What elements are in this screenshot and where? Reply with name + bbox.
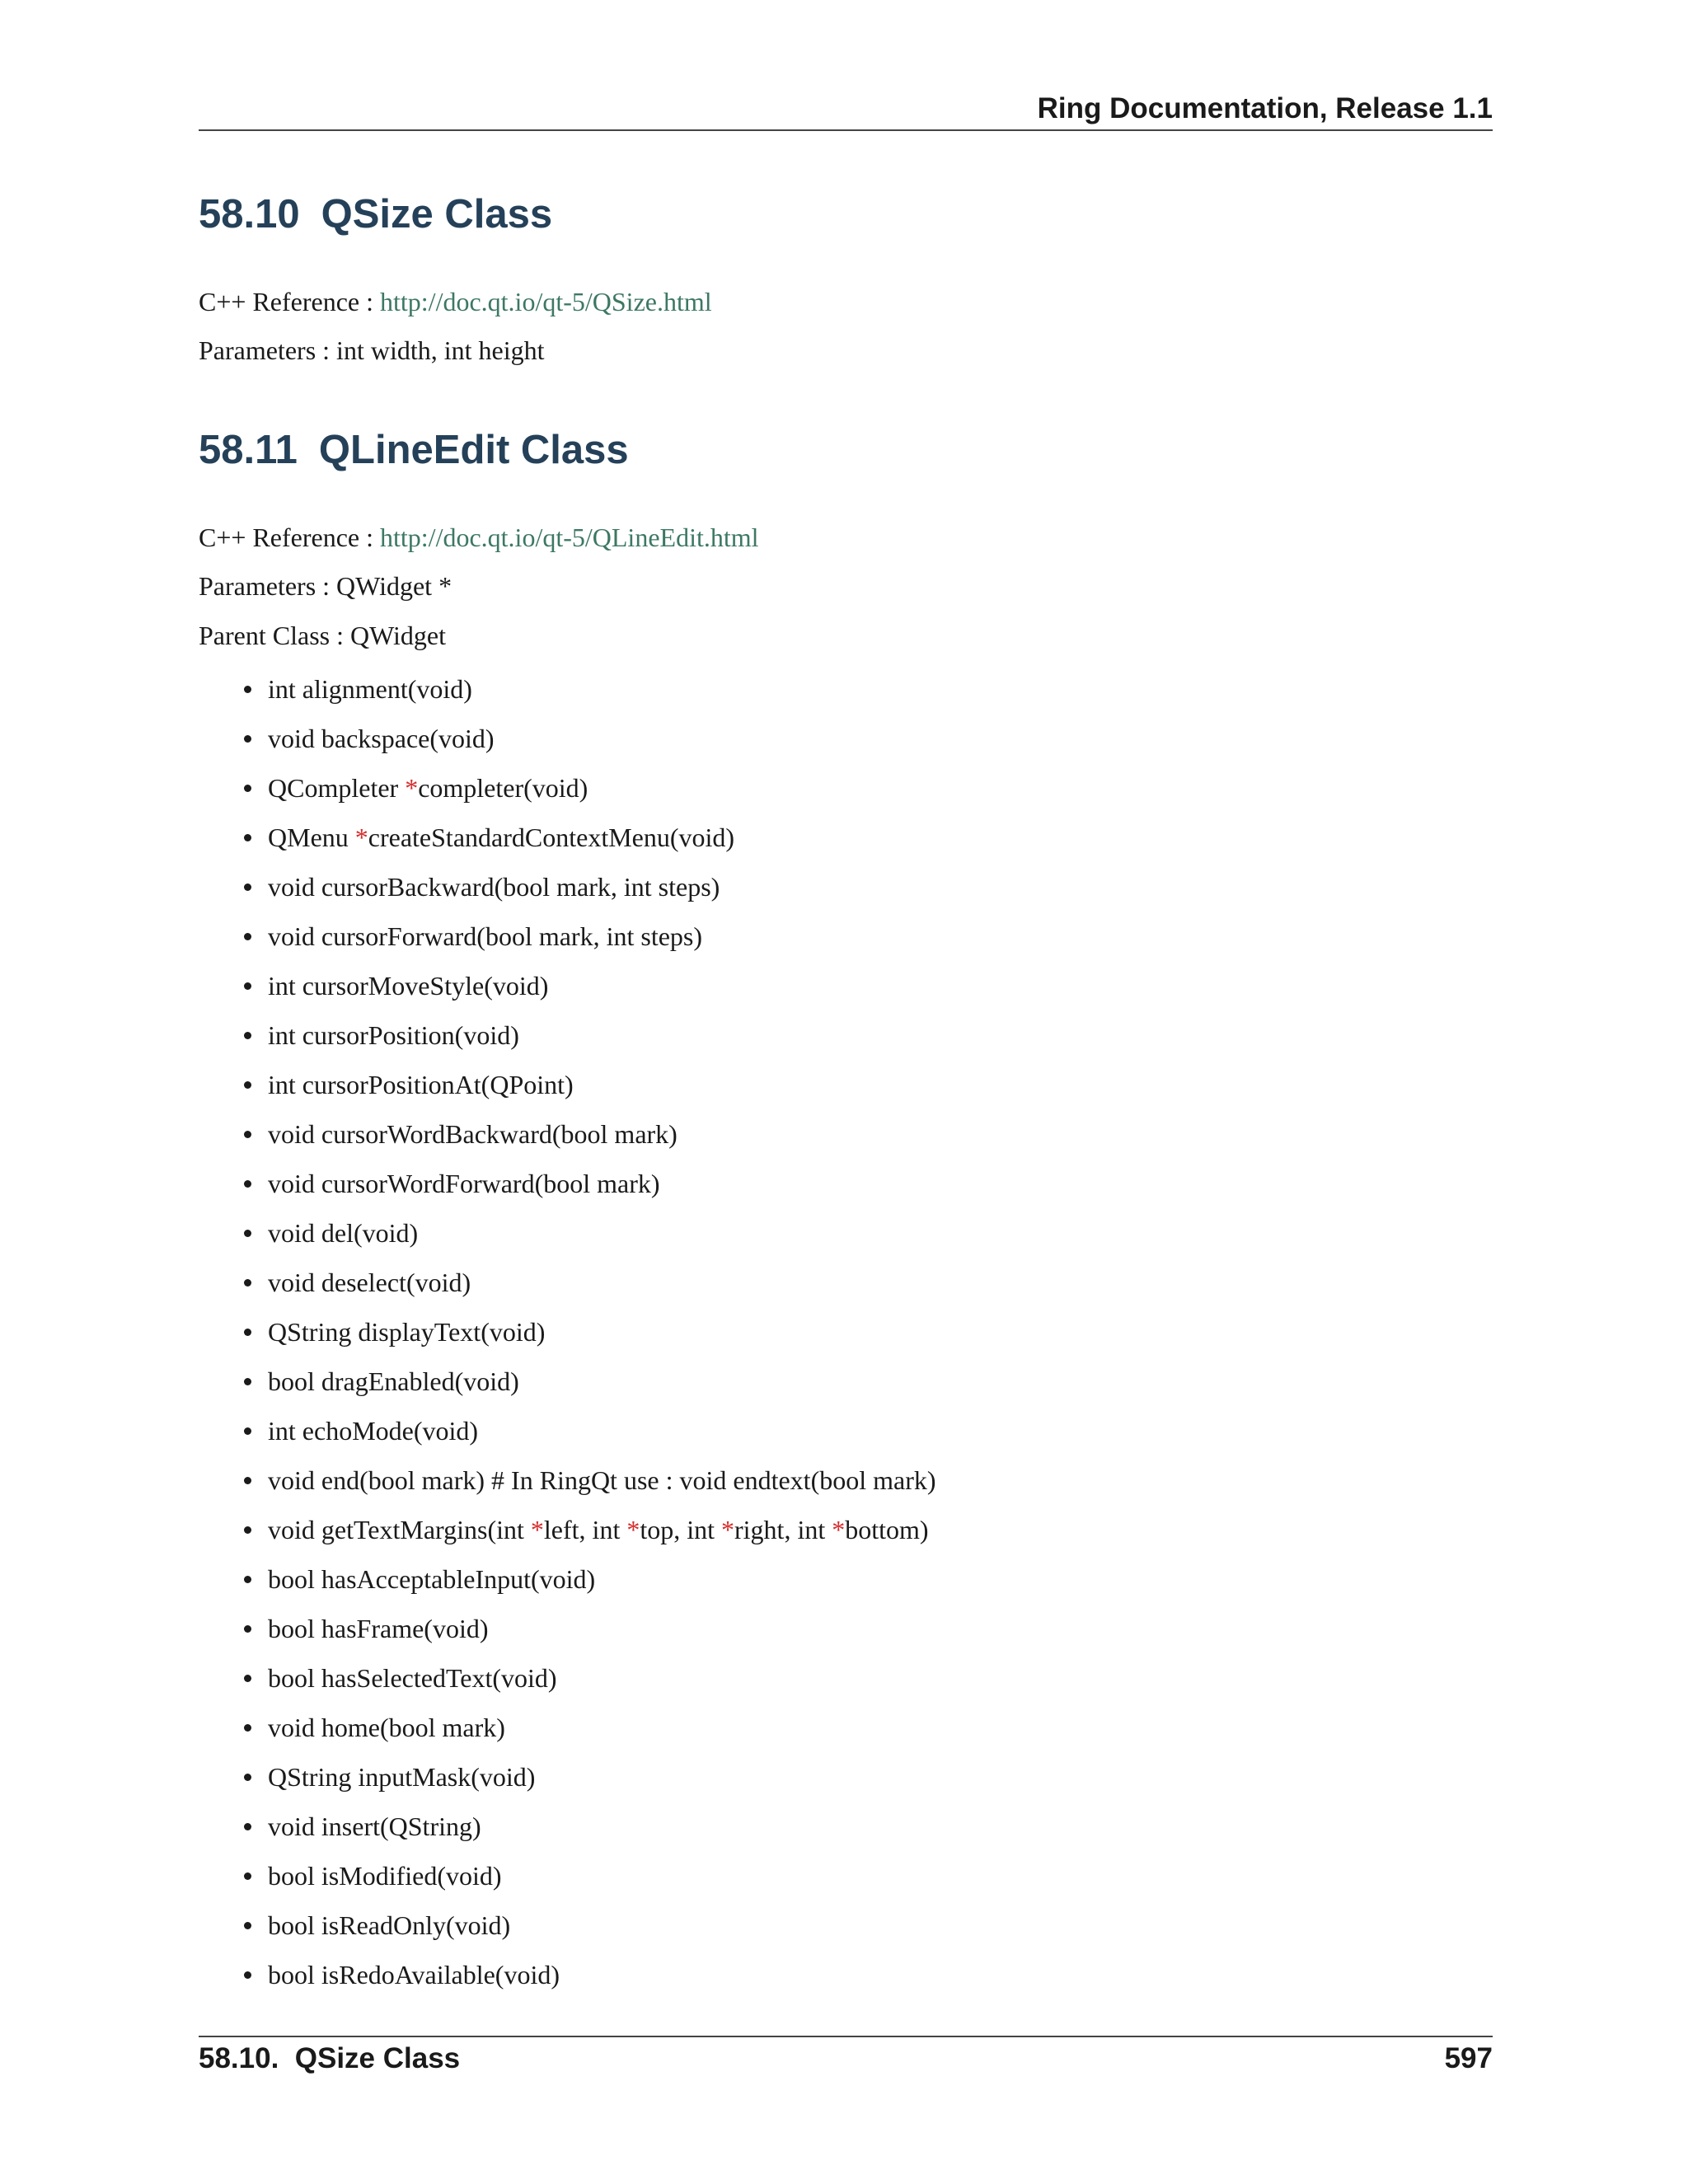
list-item: bool hasSelectedText(void) <box>199 1661 936 1711</box>
list-item: QMenu *createStandardContextMenu(void) <box>199 821 936 870</box>
section-title-text: QSize Class <box>321 192 553 237</box>
pointer-star: * <box>832 1515 846 1544</box>
list-item: int cursorPosition(void) <box>199 1019 936 1068</box>
list-item: void cursorWordBackward(bool mark) <box>199 1118 936 1167</box>
list-item: bool isReadOnly(void) <box>199 1909 936 1958</box>
section-heading-qlineedit <box>199 427 629 473</box>
list-item: bool hasAcceptableInput(void) <box>199 1563 936 1612</box>
pointer-star: * <box>354 823 368 852</box>
list-item: bool dragEnabled(void) <box>199 1365 936 1414</box>
reference-link-qsize[interactable]: http://doc.qt.io/qt-5/QSize.html <box>380 287 712 316</box>
reference-link-qlineedit[interactable]: http://doc.qt.io/qt-5/QLineEdit.html <box>380 523 759 552</box>
list-item: QCompleter *completer(void) <box>199 771 936 821</box>
list-item: void cursorBackward(bool mark, int steps) <box>199 870 936 920</box>
footer-rule <box>199 2036 1493 2037</box>
list-item: QString inputMask(void) <box>199 1760 936 1810</box>
section-number: 58.10 <box>199 192 300 237</box>
section-number: 58.11 <box>199 428 298 472</box>
list-item: void cursorForward(bool mark, int steps) <box>199 920 936 969</box>
footer-section-title: 58.10. QSize Class <box>199 2042 461 2074</box>
list-item: void getTextMargins(int *left, int *top, int *right, int *bottom) <box>199 1513 936 1563</box>
list-item: bool isModified(void) <box>199 1859 936 1909</box>
list-item: void backspace(void) <box>199 722 936 771</box>
reference-label: C++ Reference : <box>199 287 380 316</box>
header-rule <box>199 129 1493 131</box>
parameters-qlineedit: Parameters : QWidget * <box>199 571 452 601</box>
cpp-reference-qlineedit <box>199 521 759 554</box>
list-item: int alignment(void) <box>199 673 936 722</box>
list-item: void end(bool mark) # In RingQt use : void endtext(bool mark) <box>199 1464 936 1513</box>
page-number: 597 <box>1444 2042 1493 2074</box>
section-heading-qsize <box>199 191 552 237</box>
parent-class-qlineedit: Parent Class : QWidget <box>199 621 446 650</box>
running-header: Ring Documentation, Release 1.1 <box>1037 92 1493 124</box>
pointer-star: * <box>721 1515 734 1544</box>
cpp-reference-qsize <box>199 285 712 318</box>
list-item: void deselect(void) <box>199 1266 936 1315</box>
list-item: void cursorWordForward(bool mark) <box>199 1167 936 1216</box>
list-item: int cursorMoveStyle(void) <box>199 969 936 1019</box>
document-page <box>199 0 1493 2184</box>
list-item: void home(bool mark) <box>199 1711 936 1760</box>
pointer-star: * <box>626 1515 640 1544</box>
list-item: void del(void) <box>199 1216 936 1266</box>
pointer-star: * <box>530 1515 544 1544</box>
section-title-text: QLineEdit Class <box>318 428 629 472</box>
reference-label: C++ Reference : <box>199 523 380 552</box>
pointer-star: * <box>405 773 419 803</box>
method-list <box>199 673 936 2008</box>
list-item: int echoMode(void) <box>199 1414 936 1464</box>
list-item: bool hasFrame(void) <box>199 1612 936 1661</box>
list-item: void insert(QString) <box>199 1810 936 1859</box>
list-item: int cursorPositionAt(QPoint) <box>199 1068 936 1118</box>
list-item: QString displayText(void) <box>199 1315 936 1365</box>
parameters-qsize: Parameters : int width, int height <box>199 335 545 365</box>
list-item: bool isRedoAvailable(void) <box>199 1958 936 2008</box>
